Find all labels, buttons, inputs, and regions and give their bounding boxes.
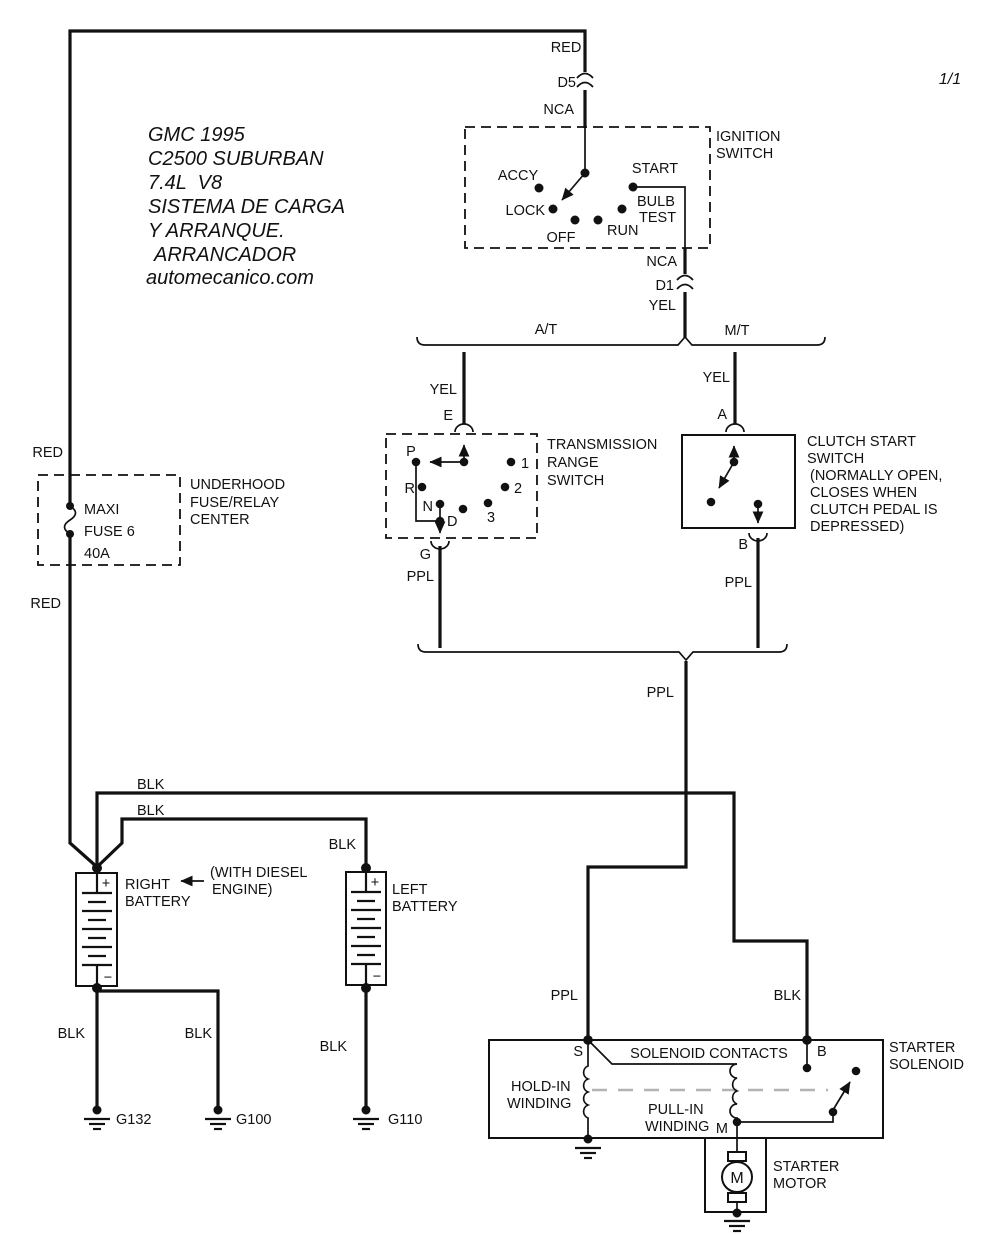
fuse-label: FUSE 6 [84,524,135,540]
gear1-label: 1 [521,456,530,472]
split-brace-line [417,337,825,345]
solenoid-contact-arm [833,1082,850,1110]
title-line: 7.4L V8 [148,172,223,194]
motor-symbol: M [730,1170,744,1187]
connector-label: D5 [557,75,576,91]
lock-contact [549,205,558,214]
n-contact [436,500,445,509]
css-note: (NORMALLY OPEN, [810,468,943,484]
s-terminal-label: S [573,1044,583,1060]
run-contact [594,216,603,225]
hold-in-label: HOLD-IN [511,1079,571,1095]
gear3-contact [484,499,493,508]
at-label: A/T [534,322,558,338]
css-note: CLUTCH PEDAL IS [810,502,938,518]
solenoid-name: SOLENOID [889,1057,964,1073]
css-note: CLOSES WHEN [810,485,918,501]
left-battery-name: LEFT [392,882,428,898]
blk-wire-color-label: BLK [773,988,801,1004]
d-label: D [447,514,458,530]
hold-in-label: WINDING [507,1096,572,1112]
d1-connector-icon [677,276,693,290]
title-line: SISTEMA DE CARGA [148,196,346,218]
gear3-label: 3 [487,510,496,526]
a-terminal-label: A [717,407,727,423]
d-contact [459,505,468,514]
g132-ground-icon [84,1106,110,1130]
test-label: TEST [639,210,677,226]
trs-name: SWITCH [547,473,605,489]
title-line: ARRANCADOR [154,244,297,266]
diesel-note: (WITH DIESEL [210,865,308,881]
ppl-wire-color-label: PPL [550,988,578,1004]
grounds [58,1026,423,1129]
ignition-switch-name: SWITCH [716,146,774,162]
g-terminal-label: G [419,547,431,563]
blk-left-battery-wire-label: BLK [328,837,356,853]
g100-wire-label: BLK [184,1026,212,1042]
clutch-start-switch [682,424,942,591]
n-label: N [422,499,433,515]
right-battery [76,863,307,993]
split-brace [417,322,825,424]
fuse-top-dot [66,502,74,510]
red-fuse-to-battery-wire [70,534,97,867]
clutch-start-switch-box [682,435,795,528]
mt-label: M/T [724,323,750,339]
hold-in-coil-icon [584,1040,588,1137]
blk-battery-to-left-battery-wire [97,819,366,867]
plus-sign: + [101,876,111,892]
solenoid-contacts-label: SOLENOID CONTACTS [630,1046,788,1062]
b-fixed-contact [803,1064,812,1073]
g110-wire-label: BLK [319,1039,347,1055]
e-connector-cup-icon [455,424,473,432]
blk-to-left-battery-label: BLK [137,803,165,819]
solenoid-name: STARTER [889,1040,956,1056]
s-terminal [583,1035,593,1045]
maxi-fuse-icon [65,506,76,534]
accy-contact [535,184,544,193]
blk-to-solenoid-label: BLK [137,777,165,793]
arm-upper-contact [852,1067,861,1076]
motor-brush-bottom [728,1193,746,1202]
off-label: OFF [546,230,576,246]
merge-brace-line [418,644,787,660]
motor-brush-top [728,1152,746,1161]
g110-ground-icon [353,1106,379,1130]
red-label-above-fuse: RED [32,445,63,461]
bulb-test-contact [618,205,627,214]
starter-solenoid [489,988,964,1158]
gear2-contact [501,483,510,492]
merge-brace [418,644,787,701]
ignition-switch-name: IGNITION [716,129,781,145]
bulb-label: BULB [637,194,675,210]
page-indicator: 1/1 [938,71,962,88]
at-wire-color-label: YEL [429,382,457,398]
e-terminal-label: E [443,408,453,424]
title-line: Y ARRANQUE. [148,220,285,242]
css-name: SWITCH [807,451,865,467]
d5-connector-icon [577,74,593,88]
diesel-note: ENGINE) [212,882,273,898]
fuse-bottom-dot [66,530,74,538]
r-label: R [404,481,415,497]
css-name: CLUTCH START [807,434,917,450]
starter-motor [705,1124,839,1231]
pull-in-label: PULL-IN [648,1102,704,1118]
center-name: CENTER [190,512,250,528]
minus-sign: − [372,969,382,985]
accy-label: ACCY [497,168,539,184]
red-label-below-fuse: RED [30,596,61,612]
p-label: P [406,444,416,460]
starter-motor-name: STARTER [773,1159,840,1175]
g132-label: G132 [116,1112,152,1128]
g132-wire-label: BLK [57,1026,85,1042]
battery-plates [351,892,381,964]
clutch-fixed-contact [707,498,716,507]
css-note: DEPRESSED) [810,519,905,535]
b-terminal [802,1035,812,1045]
title-line: GMC 1995 [148,124,245,146]
g110-label: G110 [388,1112,423,1128]
d1-connector-label: D1 [655,278,674,294]
a-connector-cup-icon [726,424,744,432]
blk-right-battery-ground-wires [97,988,218,1108]
transmission-range-switch [386,424,657,585]
blk-battery-to-b-wire [97,793,807,1038]
website-label: automecanico.com [146,267,314,289]
left-battery-name: BATTERY [392,899,458,915]
circuit-label: NCA [543,102,574,118]
mt-wire-color-label: YEL [702,370,730,386]
negative-terminal-junction [92,983,102,993]
output-circuit-label: NCA [646,254,677,270]
output-junction-contact [436,517,445,526]
negative-terminal-junction [361,983,371,993]
wire-color-label: RED [550,40,582,56]
entry-contact [460,458,469,467]
title-line: C2500 SUBURBAN [148,148,324,170]
center-name: UNDERHOOD [190,477,286,493]
off-contact [571,216,580,225]
ppl-wire-color-label: PPL [724,575,752,591]
title-block [146,124,345,289]
pull-in-coil-icon [730,1064,737,1122]
run-label: RUN [607,223,639,239]
ignition-switch [465,127,780,314]
g100-label: G100 [236,1112,272,1128]
gear2-label: 2 [514,481,523,497]
left-battery [346,863,458,993]
positive-terminal-junction [92,863,102,873]
clutch-output-contact [754,500,763,509]
m-to-arm-link [737,1112,833,1122]
plus-sign: + [370,875,380,891]
gear1-contact [507,458,516,467]
trs-name: TRANSMISSION [547,437,658,453]
starter-motor-name: MOTOR [773,1176,827,1192]
ppl-wire-color-label: PPL [406,569,434,585]
start-label: START [631,161,679,177]
lock-label: LOCK [505,203,545,219]
minus-sign: − [103,970,113,986]
batteries [76,777,458,993]
r-contact [418,483,427,492]
ppl-main-wire-to-s [588,661,686,1038]
ppl-wire-color-label: PPL [646,685,674,701]
trs-name: RANGE [547,455,599,471]
b-terminal-label: B [817,1044,827,1060]
output-wire-color-label: YEL [648,298,676,314]
right-battery-name: RIGHT [125,877,171,893]
center-name: FUSE/RELAY [190,495,280,511]
arm-pivot-contact [829,1108,838,1117]
g100-ground-icon [205,1106,231,1130]
b-terminal-label: B [738,537,748,553]
right-battery-name: BATTERY [125,894,191,910]
fuse-label: 40A [84,546,110,562]
m-terminal-label: M [715,1121,728,1137]
pull-in-label: WINDING [645,1119,710,1135]
fuse-label: MAXI [84,502,120,518]
clutch-switch-arm [719,462,734,488]
battery-plates [82,893,112,965]
start-contact [629,183,638,192]
rotor-pivot-contact [581,169,590,178]
clutch-entry-contact [730,458,739,467]
ignition-rotor-arm [562,173,585,200]
